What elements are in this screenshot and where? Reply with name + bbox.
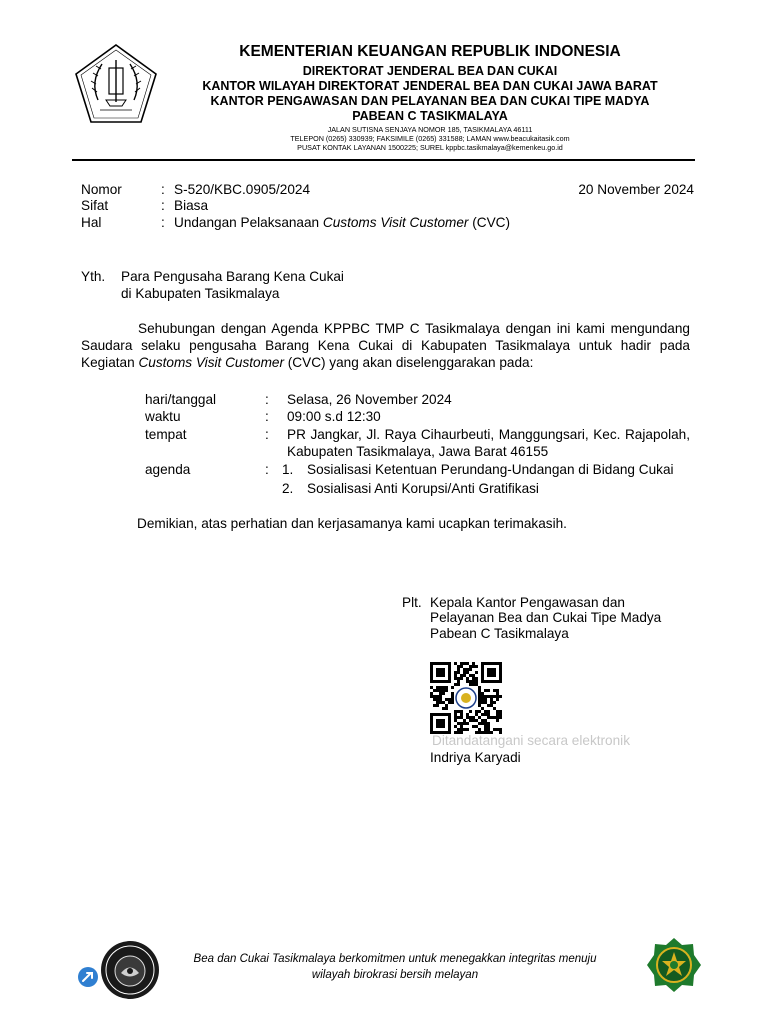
hal-value [174,214,510,231]
intro-paragraph: Sehubungan dengan Agenda KPPBC TMP C Tasikmalaya dengan ini kami mengundang Saudara selaku pengusaha Barang Kena Cukai di Kabupaten Tasikmalaya untuk hadir pada [81,321,690,353]
intro-line3-italic: Customs Visit Customer [138,355,284,370]
office-contact: PUSAT KONTAK LAYANAN 1500225; SUREL kppbc.tasikmalaya@kemenkeu.go.id [297,143,563,152]
ministry-name: KEMENTERIAN KEUANGAN REPUBLIK INDONESIA [239,43,621,60]
plt-label: Plt. [402,595,422,610]
date-value: Selasa, 26 November 2024 [287,392,452,407]
ministry-emblem-icon [72,42,160,126]
time-label: waktu [145,409,181,424]
recipient-line1: Para Pengusaha Barang Kena Cukai [121,269,344,284]
place-colon: : [265,427,269,442]
hal-italic: Customs Visit Customer [322,215,469,230]
compliance-icon [77,966,99,988]
place-label: tempat [145,427,187,442]
place-value: PR Jangkar, Jl. Raya Cihaurbeuti, Manggungsari, Kec. Rajapolah, Kabupaten Tasikmalaya, Jawa Barat 46155 [287,427,690,459]
office-name-line2: PABEAN C TASIKMALAYA [352,109,508,123]
nomor-colon: : [161,182,165,197]
date-colon: : [265,392,269,407]
intro-line3 [81,354,533,371]
signatory-name: Indriya Karyadi [430,750,521,765]
footer-line1: Bea dan Cukai Tasikmalaya berkomitmen untuk menegakkan integritas menuju [193,953,597,965]
regional-office-name: KANTOR WILAYAH DIREKTORAT JENDERAL BEA DAN CUKAI JAWA BARAT [202,79,658,93]
agenda-item-1-text: Sosialisasi Ketentuan Perundang-Undangan di Bidang Cukai [307,462,674,477]
directorate-name: DIREKTORAT JENDERAL BEA DAN CUKAI [302,64,558,78]
sifat-value: Biasa [174,198,209,213]
yth-label: Yth. [81,269,106,284]
recipient-line2: di Kabupaten Tasikmalaya [121,286,280,301]
hal-prefix: Undangan Pelaksanaan [174,215,323,230]
office-name-line1: KANTOR PENGAWASAN DAN PELAYANAN BEA DAN CUKAI TIPE MADYA [210,94,650,108]
footer-line2: wilayah birokrasi bersih melayan [311,969,479,981]
esign-note: Ditandatangani secara elektronik [432,733,630,748]
nomor-value: S-520/KBC.0905/2024 [174,182,311,197]
sifat-colon: : [161,198,165,213]
hal-label: Hal [81,215,102,230]
signatory-title-line2: Pelayanan Bea dan Cukai Tipe Madya [430,610,662,625]
time-colon: : [265,409,269,424]
footer-statement [165,951,625,983]
agenda-item-2-num: 2. [282,481,294,496]
agenda-item-1-num: 1. [282,462,294,477]
letterhead-divider [72,159,695,161]
intro-line3-suffix: (CVC) yang akan diselenggarakan pada: [284,355,534,370]
integrity-zone-logo-icon [100,940,160,1000]
letter-date: 20 November 2024 [578,182,694,197]
intro-line3-prefix: Kegiatan [81,355,139,370]
office-phone: TELEPON (0265) 330939; FAKSIMILE (0265) 331588; LAMAN www.beacukaitasik.com [290,134,570,143]
date-label: hari/tanggal [145,392,217,407]
customs-badge-icon [646,937,702,993]
hal-suffix: (CVC) [468,215,510,230]
agenda-label: agenda [145,462,191,477]
closing-sentence: Demikian, atas perhatian dan kerjasamanya kami ucapkan terimakasih. [137,516,567,531]
signatory-title-line1: Kepala Kantor Pengawasan dan [430,595,625,610]
time-value: 09:00 s.d 12:30 [287,409,381,424]
sifat-label: Sifat [81,198,109,213]
agenda-item-2-text: Sosialisasi Anti Korupsi/Anti Gratifikasi [307,481,539,496]
office-address: JALAN SUTISNA SENJAYA NOMOR 185, TASIKMALAYA 46111 [327,125,533,134]
qr-code-icon [430,662,502,734]
agenda-colon: : [265,462,269,477]
signatory-title-line3: Pabean C Tasikmalaya [430,626,569,641]
hal-colon: : [161,215,165,230]
nomor-label: Nomor [81,182,122,197]
